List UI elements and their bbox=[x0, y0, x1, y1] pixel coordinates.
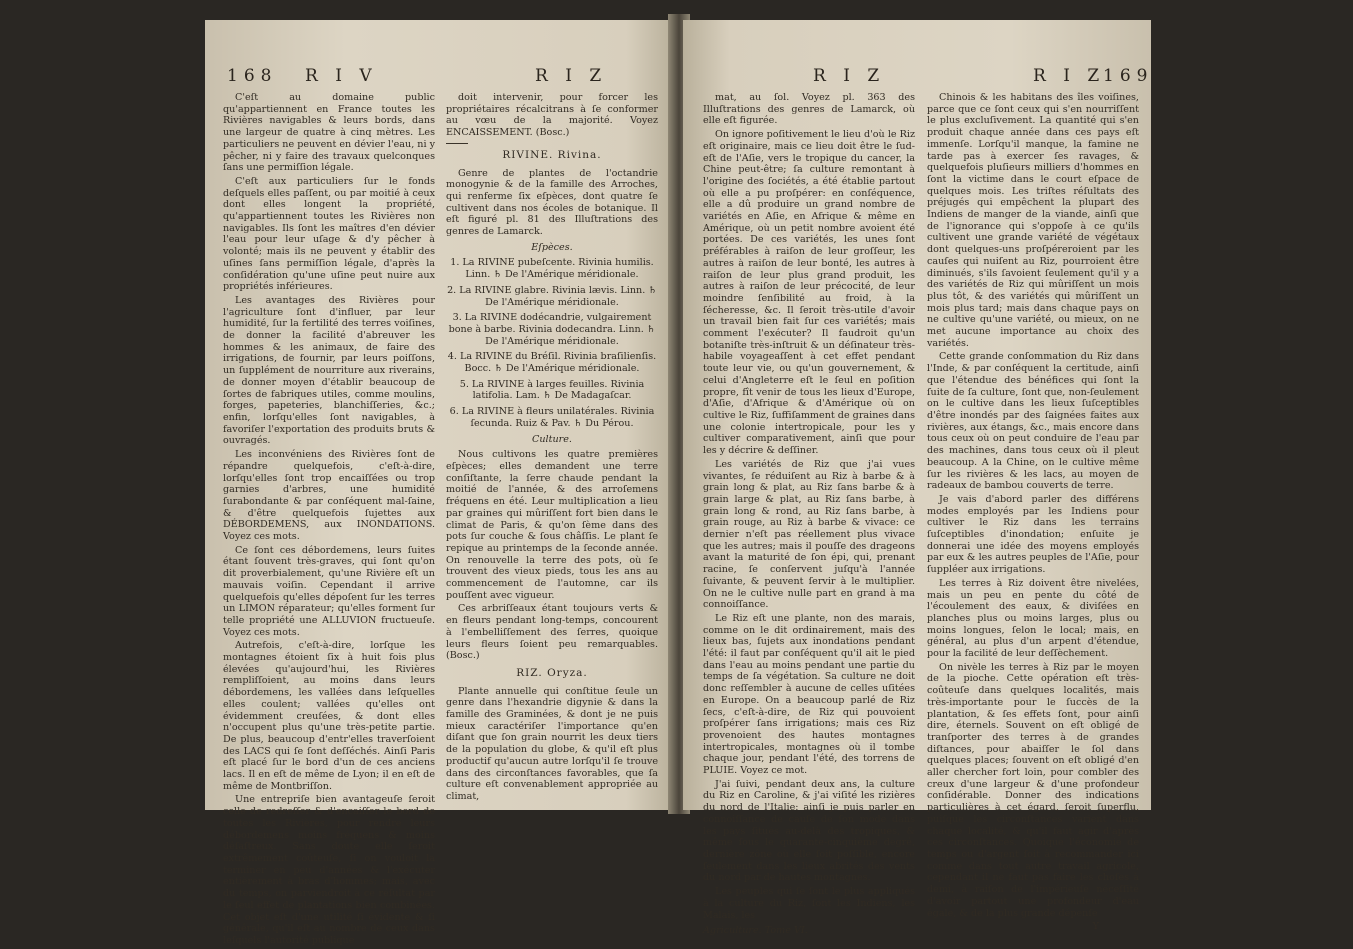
running-head-right-a: R I Z bbox=[813, 66, 886, 86]
page-number-left: 168 bbox=[227, 66, 278, 86]
section-label-culture: Culture. bbox=[532, 433, 572, 445]
paragraph: J'ai ſuivi, pendant deux ans, la culture du Riz en Caroline, & j'ai viſité les rizières du nord de l'Italie: ainſi je puis parler en connoiſſance de cauſe de ſon mode dans les pays ſitués au-delà des tropiques, & même ſous le quarante-cinquième degré, dernière zône où elle ſoit poſſible, encore ſeulement dans les lieux abrités des vents du nord par de hautes montagnes. bbox=[703, 778, 915, 884]
running-head-left-a: R I V bbox=[305, 66, 378, 86]
paragraph: Ces arbriſſeaux étant toujours verts & en fleurs pendant long-temps, concourent à l'embelliſſement des ſerres, quoique leurs fleurs ſoient peu remarquables. (Bosc.) bbox=[446, 603, 658, 662]
paragraph: Nous cultivons les quatre premières eſpèces; elles demandent une terre conſiſtante, la ſerre chaude pendant la moitié de l'année, & des arroſemens fréquens en été. Leur multiplication a lieu par graines qui mûriſſent fort bien dans le climat de Paris, & qu'on ſème dans des pots ſur couche & ſous châſſis. Le plant ſe repique au printemps de la ſeconde année. On renouvelle la terre des pots, où ſe trouvent des vieux pieds, tous les ans au commencement de l'automne, car ils pouſſent avec vigueur. bbox=[446, 449, 658, 601]
paragraph: Les peuples qui ſe ſont le plus appliqués à la culture du Riz, ſont les Indiens, les Malais, les bbox=[703, 886, 915, 921]
paragraph: Le Riz eſt une plante, non des marais, comme on le dit ordinairement, mais des lieux bas, ſujets aux inondations pendant l'été: il faut par conſéquent qu'il ait le pied dans l'eau au moins pendant une partie du temps de ſa végétation. Sa culture ne doit donc reſſembler à aucune de celles uſitées en Europe. On a beaucoup parlé de Riz ſecs, c'eſt-à-dire, de Riz qui pouvoient proſpérer ſans irrigations; mais ces Riz provenoient des hautes montagnes intertropicales, montagnes où il tombe chaque jour, pendant l'été, des torrens de PLUIE. Voyez ce mot. bbox=[703, 612, 915, 777]
left-column-1 bbox=[223, 92, 435, 949]
paragraph: C'eſt aux particuliers ſur le fonds deſquels elles paſſent, ou par moitié à ceux dont elles longent la propriété, qu'appartiennent toutes les Rivières non navigables. Ils ſont les maîtres d'en dévier l'eau pour leur uſage & d'y pêcher à volonté; mais ils ne peuvent y établir des uſines ſans permiſſion légale, d'après la conſidération qu'une uſine peut nuire aux propriétés inférieures. bbox=[223, 175, 435, 293]
entry-title-riz: RIZ. Oryza. bbox=[516, 666, 588, 679]
paragraph: Les avantages des Rivières pour l'agriculture ſont d'influer, par leur humidité, ſur la fertilité des terres voiſines, de donner la facilité d'abreuver les hommes & les animaux, de faire des irrigations, de fournir, par leurs poiſſons, un ſupplément de nourriture aux riverains, de donner moyen d'établir beaucoup de ſortes de fabriques utiles, comme moulins, forges, papeteries, blanchiſſeries, &c.; enfin, lorſqu'elles ſont navigables, à favoriſer l'exportation des produits bruts & ouvragés. bbox=[223, 294, 435, 447]
left-page bbox=[205, 20, 673, 946]
paragraph: doit intervenir, pour forcer les propriétaires récalcitrans à ſe conformer au vœu de la majorité. Voyez ENCAISSEMENT. (Bosc.) bbox=[446, 92, 658, 139]
divider bbox=[446, 143, 468, 144]
species-item: 1. La RIVINE pubeſcente. Rivinia humilis. Linn. ♄ De l'Amérique méridionale. bbox=[450, 257, 654, 281]
species-item: 5. La RIVINE à larges feuilles. Rivinia latifolia. Lam. ♄ De Madagaſcar. bbox=[459, 378, 645, 402]
paragraph: Genre de plantes de l'octandrie monogynie & de la famille des Arroches, qui renferme ſix eſpèces, dont quatre ſe cultivent dans nos écoles de botanique. Il eſt figuré pl. 81 des Illuſtrations des genres de Lamarck. bbox=[446, 167, 658, 238]
entry-title-rivine: RIVINE. Rivina. bbox=[502, 148, 602, 161]
paragraph: On ignore poſitivement le lieu d'où le Riz eſt originaire, mais ce lieu doit être le ſud-eſt de l'Aſie, vers le tropique du cancer, la Chine peut-être; ſa culture remontant à l'origine des ſociétés, a été établie partout où elle a pu proſpérer: en conſéquence, elle a dû produire un grand nombre de variétés en Aſie, en Afrique & même en Amérique, où un petit nombre avoient été portées. De ces variétés, les unes ſont préférables à raiſon de leur groſſeur, les autres à raiſon de leur bonté, les autres à raiſon de leur plus grand produit, les autres à raiſon de leur précocité, de leur moindre ſenſibilité au froid, à la ſécheresse, &c. Il ſeroit très-utile d'avoir un travail bien fait ſur ces variétés; mais comment l'exécuter? Il faudroit qu'un botaniſte très-inſtruit & un déſinateur très-habile voyageaſſent à cet effet pendant toute leur vie, ou qu'un gouvernement, & celui d'Angleterre eſt le ſeul en poſition propre, fît venir de tous les lieux d'Europe, d'Aſie, d'Afrique & d'Amérique où on cultive le Riz, ſuffiſamment de graines dans une colonie intertropicale, pour les y cultiver comparativement, ainſi que pour les y décrire & deſſiner. bbox=[703, 129, 915, 457]
species-item: 3. La RIVINE dodécandrie, vulgairement bone à barbe. Rivinia dodecandra. Linn. ♄ De l'Amérique méridionale. bbox=[448, 312, 656, 347]
paragraph: C'eſt au domaine public qu'appartiennent en France toutes les Rivières navigables & leurs bords, dans une largeur de quatre à cinq mètres. Les particuliers ne peuvent en dévier l'eau, ni y pêcher, ni y faire des travaux quelconques ſans une permiſſion légale. bbox=[223, 92, 436, 174]
species-item: 6. La RIVINE à fleurs unilatérales. Rivinia ſecunda. Ruiz & Pav. ♄ Du Pérou. bbox=[449, 406, 655, 429]
paragraph: Je vais d'abord parler des différens modes employés par les Indiens pour cultiver le Riz dans les terrains ſuſceptibles d'inondation; enſuite je donnerai une idée des moyens employés par eux & les autres peuples de l'Aſie, pour ſuppléer aux irrigations. bbox=[927, 493, 1139, 576]
right-column-2 bbox=[927, 92, 1139, 935]
left-column-2 bbox=[446, 92, 658, 805]
page-number-right: 169 bbox=[1103, 66, 1154, 86]
paragraph: Les terres à Riz doivent être nivelées, mais un peu en pente du côté de l'écoulement des eaux, & diviſées en planches plus ou moins larges, plus ou moins longues, ſelon le local; mais, en général, au plus d'un arpent d'étendue, pour la facilité de leur deſſèchement. bbox=[927, 577, 1139, 660]
paragraph: On nivèle les terres à Riz par le moyen de la pioche. Cette opération eſt très-coûteuſe dans quelques localités, mais très-importante pour le ſuccès de la plantation, & ſes effets ſont, pour ainſi dire, éternels. Souvent on eſt obligé de tranſporter des terres à de grandes diſtances, pour abaiſſer le ſol dans quelques places; ſouvent on eſt obligé d'en aller chercher fort loin, pour combler des creux d'une largeur & d'une profondeur conſidérable. Donner des indications particulières à cet égard, ſeroit ſuperflu, puiſque les circonſtances varient dans chaque localité, & qu'il faut agir d'après ces circonſtances. Quoique l'économie de temps ou d'argent ſoit à recommander ici comme dans tout autre travail agricole, cependant il ne faut pas faire les choſes à demi, à raiſon de l'impérieuſe néceſſité d'avoir partout une profondeur d'eau égale, & de la plus grande dépenſe bbox=[927, 661, 1139, 919]
paragraph: Les variétés de Riz que j'ai vues vivantes, ſe réduiſent au Riz à barbe & à grain long & plat, au Riz ſans barbe & à grain large & plat, au Riz ſans barbe, à grain long & rond, au Riz ſans barbe, à grain rouge, au Riz à barbe & vivace: ce dernier n'eſt pas réellement plus vivace que les autres; mais il pouſſe des drageons avant la maturité de ſon épi, qui, prenant racine, ſe conſervent juſqu'à l'année ſuivante, & peuvent ſervir à le multiplier. On ne le cultive nulle part en grand à ma connoiſſance. bbox=[703, 458, 915, 611]
running-head-left-b: R I Z bbox=[535, 66, 608, 86]
paragraph: mat, au ſol. Voyez pl. 363 des Illuſtrations des genres de Lamarck, où elle eſt figurée. bbox=[703, 92, 915, 127]
right-column-1 bbox=[703, 92, 915, 939]
paragraph: Une entrepriſe bien avantageuſe ſeroit celle de redreſſer & d'encaiſſer le bord de toutes les Rivières, pour rendre leurs débordemens moins fréquens & moins déſaſtreux. Sans doute elle ſeroit extrêmement coûteuſe, ſi on vouloit la terminer en peu d'années & l'exécuter entièrement à bras d'hommes; mais, avec du temps, on parviendroit à ce réſultat par le ſeul effet de plantations bien combinées. Cet objet eſt d'une utilité ſi évidente & ſi générale, qu'il eſt au nombre de ceux dans leſquels l'autorité publique bbox=[223, 794, 435, 946]
species-item: 2. La RIVINE glabre. Rivinia lævis. Linn. ♄ De l'Amérique méridionale. bbox=[447, 284, 657, 308]
paragraph: Chinois & les habitans des îles voiſines, parce que ce ſont ceux qui s'en nourriſſent le plus excluſivement. La quantité qui s'en produit chaque année dans ces pays eſt immenſe. Lorſqu'il manque, la famine ne tarde pas à exercer ſes ravages, & quelquefois pluſieurs milliers d'hommes en ſont la victime dans le court eſpace de quelques mois. Les triſtes réſultats des préjugés qui empêchent la plupart des Indiens de manger de la viande, ainſi que de l'ignorance qui s'oppoſe à ce qu'ils cultivent une grande variété de végétaux dont quelques-uns proſpéreroient par les cauſes qui nuiſent au Riz, pourroient être diminués, s'ils ſavoient ſeulement qu'il y a des variétés de Riz qui mûriſſent un mois plus tôt, & des variétés qui mûriſſent un mois plus tard; mais dans chaque pays on ne cultive qu'une variété, ou mieux, on ne met aucune importance au choix des variétés. bbox=[927, 92, 1139, 349]
section-label-especes: Eſpèces. bbox=[531, 241, 573, 253]
right-page bbox=[683, 20, 1154, 937]
running-head-right-b: R I Z bbox=[1033, 66, 1106, 86]
paragraph: Ce ſont ces débordemens, leurs ſuites étant ſouvent très-graves, qui ſont qu'on dit proverbialement, qu'une Rivière eſt un mauvais voiſin. Cependant il arrive quelquefois qu'elles dépoſent ſur les terres un LIMON réparateur; qu'elles forment ſur telle propriété une ALLUVION fructueuſe. Voyez ces mots. bbox=[223, 544, 435, 638]
species-item: 4. La RIVINE du Bréſil. Rivinia braſilienſis. Bocc. ♄ De l'Amérique méridionale. bbox=[447, 351, 657, 375]
page-footer: Agriculture. Tome VI. bbox=[703, 925, 808, 937]
paragraph: Autrefois, c'eſt-à-dire, lorſque les montagnes étoient ſix à huit fois plus élevées qu'aujourd'hui, les Rivières rempliſſoient, au moins dans leurs débordemens, les vallées dans leſquelles elles coulent; vallées qu'elles ont évidemment creuſées, & dont elles n'occupent plus qu'une très-petite partie. De plus, beaucoup d'entr'elles traverſoient des LACS qui ſe ſont deſſéchés. Ainſi Paris eſt placé ſur le bord d'un de ces anciens lacs. Il en eſt de même de Lyon; il en eſt de même de Montbriſſon. bbox=[223, 640, 435, 792]
paragraph: Plante annuelle qui conſtitue ſeule un genre dans l'hexandrie digynie & dans la famille des Graminées, & dont je ne puis mieux caractériſer l'importance qu'en diſant que ſon grain nourrit les deux tiers de la population du globe, & qu'il eſt plus productif qu'aucun autre lorſqu'il ſe trouve dans des circonſtances favorables, que ſa culture eſt convenablement appropriée au climat, bbox=[446, 685, 658, 802]
signature-mark: Y bbox=[1092, 921, 1099, 933]
paragraph: Les inconvéniens des Rivières ſont de répandre quelquefois, c'eſt-à-dire, lorſqu'elles ſont trop encaiſſées ou trop garnies d'arbres, une humidité ſurabondante & par conſéquent mal-ſaine, & d'être quelquefois ſujettes aux DÉBORDEMENS, aux INONDATIONS. Voyez ces mots. bbox=[223, 449, 435, 543]
paragraph: Cette grande conſommation du Riz dans l'Inde, & par conſéquent la certitude, ainſi que l'étendue des bénéfices qui ſont la ſuite de ſa culture, ſont que, non-ſeulement on le cultive dans les lieux ſuſceptibles d'être inondés par des ſaignées faites aux rivières, aux étangs, &c., mais encore dans tous ceux où on peut conduire de l'eau par des machines, dans tous ceux où il pleut beaucoup. A la Chine, on le cultive même ſur les rivières & les lacs, au moyen de radeaux de bambou couverts de terre. bbox=[927, 351, 1139, 492]
